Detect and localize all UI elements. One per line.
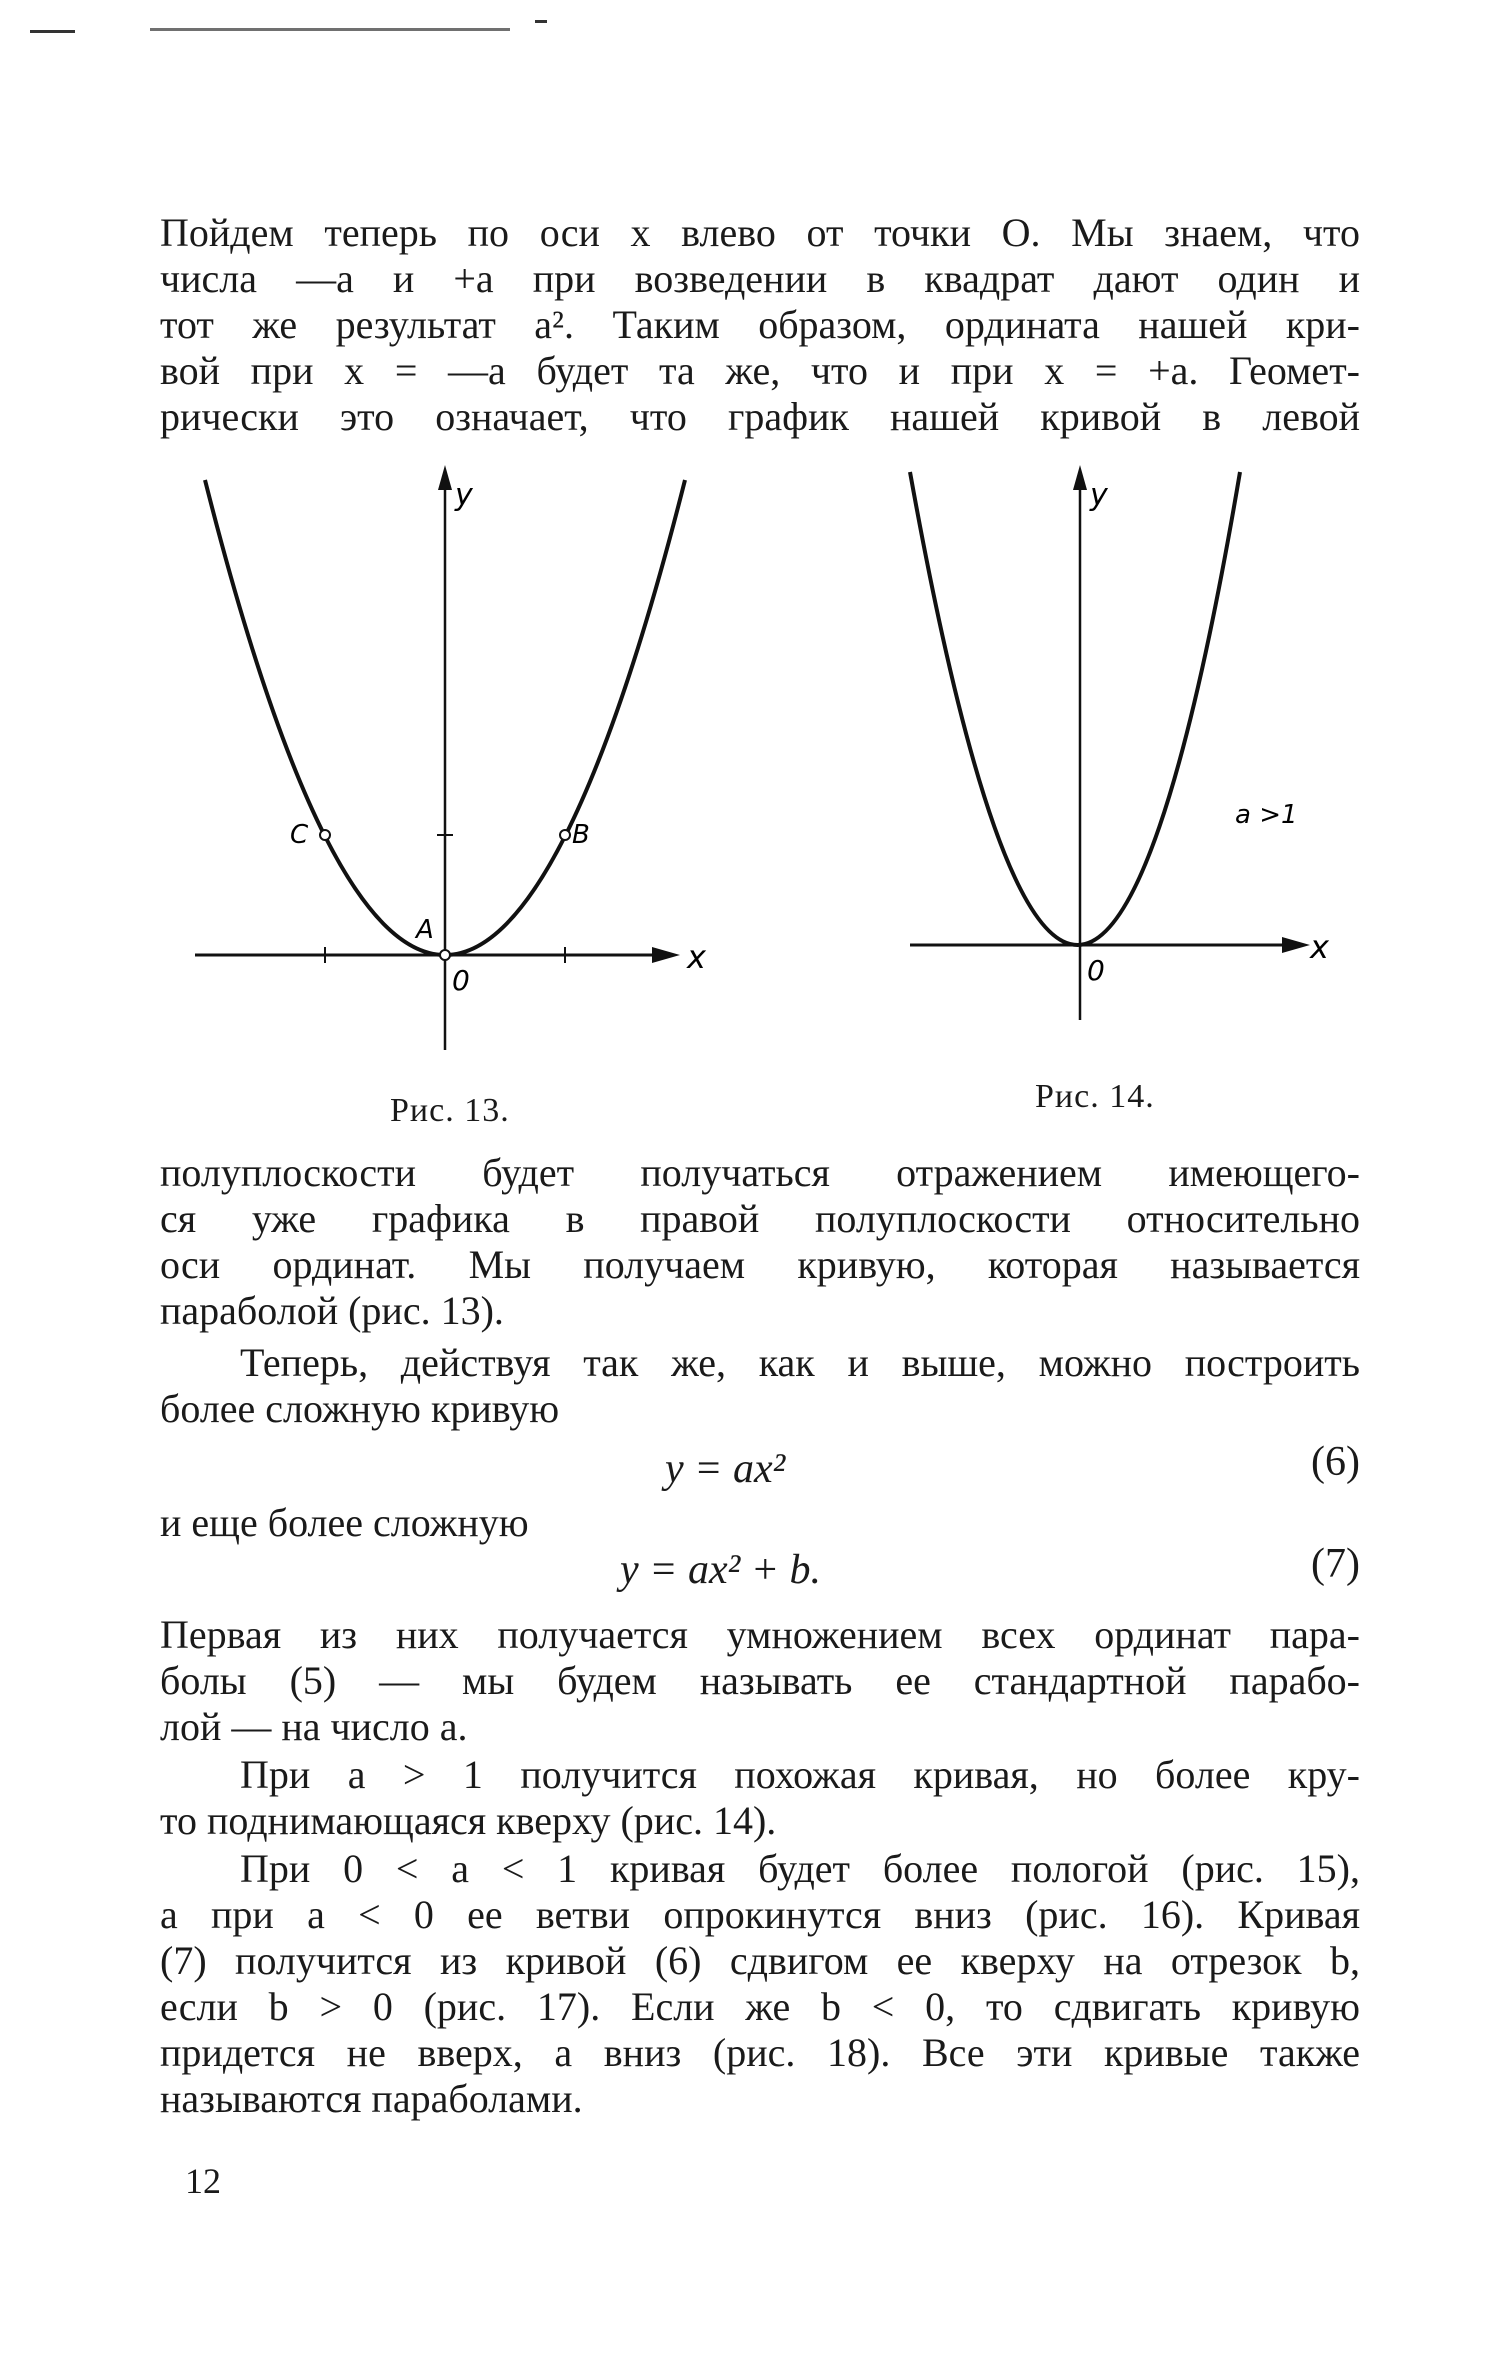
text-line: числа —a и +a при возведении в квадрат дают один и xyxy=(160,256,1360,301)
label-a: A xyxy=(416,915,434,945)
text-line: придется не вверх, а вниз (рис. 18). Все эти кривые также xyxy=(160,2030,1360,2075)
text-line: а при a < 0 ее ветви опрокинутся вниз (рис. 16). Кривая xyxy=(160,1892,1360,1937)
paragraph-construct xyxy=(160,1340,1360,1432)
paragraph-intro xyxy=(160,210,1360,440)
text-line: При 0 < a < 1 кривая будет более пологой (рис. 15), xyxy=(240,1846,1360,1891)
text-line: лой — на число a. xyxy=(160,1704,468,1749)
label-y: y xyxy=(1090,478,1108,513)
label-b: B xyxy=(572,820,590,850)
text-line: Теперь, действуя так же, как и выше, можно построить xyxy=(240,1340,1360,1385)
paragraph-a-greater-1 xyxy=(160,1752,1360,1844)
label-origin: 0 xyxy=(1087,954,1105,987)
text-line: параболой (рис. 13). xyxy=(160,1288,504,1333)
text-line: вой при x = —a будет та же, что и при x = +a. Геомет- xyxy=(160,348,1360,393)
scan-mark xyxy=(30,30,75,33)
x-axis-arrow xyxy=(652,947,680,963)
text-line: Первая из них получается умножением всех ординат пара- xyxy=(160,1612,1360,1657)
text-line: если b > 0 (рис. 17). Если же b < 0, то сдвигать кривую xyxy=(160,1984,1360,2029)
caption-fig-13: Рис. 13. xyxy=(390,1092,510,1129)
equation-number-6: (6) xyxy=(1311,1439,1360,1485)
label-y: y xyxy=(455,478,473,513)
formula-7: y = ax² + b. xyxy=(620,1547,822,1593)
equation-number-7: (7) xyxy=(1311,1541,1360,1587)
scan-mark xyxy=(150,28,510,31)
label-c: C xyxy=(290,820,309,850)
scan-mark xyxy=(535,20,547,23)
text-line: ся уже графика в правой полуплоскости относительно xyxy=(160,1196,1360,1241)
label-x: x xyxy=(687,938,706,976)
paragraph-cases xyxy=(160,1846,1360,2122)
text-line: оси ординат. Мы получаем кривую, которая называется xyxy=(160,1242,1360,1287)
y-axis-arrow xyxy=(1073,465,1087,490)
text-line: При a > 1 получится похожая кривая, но более кру- xyxy=(240,1752,1360,1797)
label-x: x xyxy=(1310,928,1329,966)
text-line: более сложную кривую xyxy=(160,1386,560,1431)
label-condition: a >1 xyxy=(1235,800,1298,830)
text-line: тот же результат a². Таким образом, ордината нашей кри- xyxy=(160,302,1360,347)
figure-13 xyxy=(190,460,750,1060)
x-axis-arrow xyxy=(1282,937,1310,953)
label-origin: 0 xyxy=(452,964,470,997)
text-line: болы (5) — мы будем называть ее стандартной парабо- xyxy=(160,1658,1360,1703)
text-line: то поднимающаяся кверху (рис. 14). xyxy=(160,1798,777,1843)
text-line: называются параболами. xyxy=(160,2076,583,2121)
figure-14 xyxy=(905,460,1355,1020)
parabola-curve xyxy=(910,472,1240,945)
text-line: полуплоскости будет получаться отражением имеющего- xyxy=(160,1150,1360,1195)
y-axis-arrow xyxy=(438,465,452,490)
point-c xyxy=(320,830,330,840)
formula-6: y = ax² xyxy=(665,1446,786,1492)
text-line: Пойдем теперь по оси x влево от точки O. Мы знаем, что xyxy=(160,210,1360,255)
caption-fig-14: Рис. 14. xyxy=(1035,1078,1155,1115)
text-line: (7) получится из кривой (6) сдвигом ее кверху на отрезок b, xyxy=(160,1938,1360,1983)
paragraph-standard xyxy=(160,1612,1360,1750)
point-a xyxy=(440,950,450,960)
paragraph-reflection xyxy=(160,1150,1360,1334)
point-b xyxy=(560,830,570,840)
page-number: 12 xyxy=(185,2161,221,2201)
text-line: рически это означает, что график нашей кривой в левой xyxy=(160,394,1360,439)
text-between: и еще более сложную xyxy=(160,1500,529,1545)
